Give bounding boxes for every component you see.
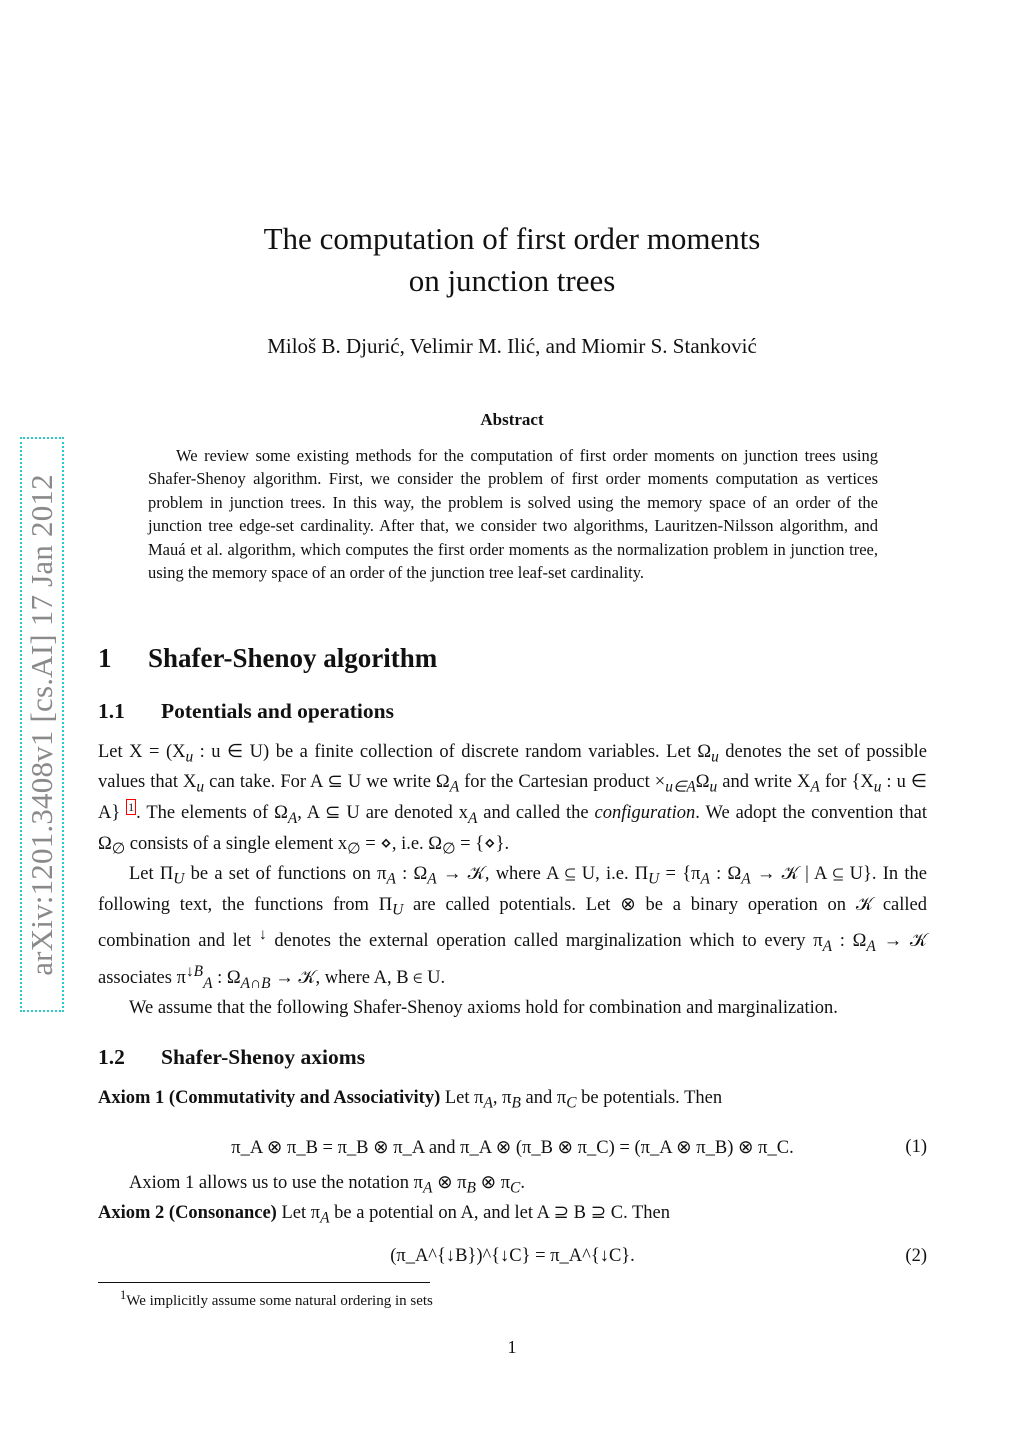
footnote-link[interactable]: 1 — [128, 799, 135, 814]
section-title: Shafer-Shenoy algorithm — [148, 643, 438, 673]
authors: Miloš B. Djurić, Velimir M. Ilić, and Miomir S. Stanković — [267, 334, 757, 358]
arxiv-stamp-text: arXiv:1201.3408v1 [cs.AI] 17 Jan 2012 — [24, 473, 59, 976]
equation-1-number: (1) — [905, 1137, 927, 1157]
page-number: 1 — [507, 1337, 517, 1357]
paragraph: We assume that the following Shafer-Shenoy axioms hold for combination and marginalization. — [129, 998, 838, 1019]
footnote-rule — [98, 1282, 430, 1283]
footnote-mark: 1 — [120, 1288, 127, 1302]
equation-2-number: (2) — [905, 1246, 927, 1266]
paper-title — [0, 218, 1024, 302]
axiom-heading: Axiom 2 (Consonance) — [98, 1203, 277, 1224]
axiom-1: Axiom 1 (Commutativity and Associativity) Let $\pi_A$, $\pi_B$ and $\pi_C$ be potentials. Then — [98, 1088, 723, 1112]
paragraph: Let $\Pi_U$ be a set of functions on $\pi_A$ : $\Omega_A$ → 𝒦, where A ⊆ U, i.e. $\Pi_U = \{\pi_A$ : $\Omega_A$ → 𝒦 | A ⊆ U}. In the following text, the functions from $\Pi_U$ are called potentials. Let ⊗ be a binary operation on 𝒦 called combination and let ↓ denotes the external operation called marginalization which to every $\pi_A$ : $\Omega_A$ → 𝒦 associates $\pi^{↓B}_A$ : $\Omega_{A\cap B}$ → 𝒦, where A, B ∈ U. — [98, 864, 928, 992]
subsection-number: 1.2 — [98, 1045, 125, 1069]
equation-1-content: π_A ⊗ π_B = π_B ⊗ π_A and π_A ⊗ (π_B ⊗ π_C) = (π_A ⊗ π_B) ⊗ π_C. — [231, 1138, 794, 1158]
equation-1 — [98, 1137, 927, 1159]
section-number: 1 — [98, 643, 112, 673]
arxiv-stamp — [20, 437, 64, 1012]
subsection-heading — [98, 1045, 365, 1070]
equation-2 — [98, 1246, 927, 1267]
subsection-title: Potentials and operations — [161, 699, 394, 723]
section-heading — [98, 643, 437, 674]
axiom-heading: Axiom 1 (Commutativity and Associativity) — [98, 1088, 441, 1108]
subsection-number: 1.1 — [98, 699, 125, 723]
title-line-1: The computation of first order moments — [263, 221, 761, 256]
title-line-2: on junction trees — [408, 263, 616, 298]
abstract-body — [148, 444, 878, 584]
footnote — [120, 1288, 433, 1310]
equation-2-content: (π_A^{↓B})^{↓C} = π_A^{↓C}. — [390, 1246, 635, 1266]
abstract-text: We review some existing methods for the computation of first order moments on junction trees using Shafer-Shenoy algorithm. First, we consider the problem of first order moments computation as vertices problem in junction trees. In this way, the problem is solved using the memory space of an order of the junction tree edge-set cardinality. After that, we consider two algorithms, Lauritzen-Nilsson algorithm, and Mauá et al. algorithm, which computes the first order moments as the normalization problem in junction tree, using the memory space of an order of the junction tree leaf-set cardinality. — [148, 446, 878, 583]
axiom-2-block: Axiom 1 allows us to use the notation $\pi_A$ ⊗ $\pi_B$ ⊗ $\pi_C$. Axiom 2 (Consonance) Let $\pi_A$ be a potential on A, and let A ⊇ B ⊇ C. Then — [98, 1173, 671, 1228]
footnote-text: We implicitly assume some natural ordering in sets — [126, 1293, 433, 1309]
paragraph: Let $X = (X_u$ : u ∈ U) be a finite collection of discrete random variables. Let $\Omega_u$ denotes the set of possible values that $X_u$ can take. For A ⊆ U we write $\Omega_A$ for the Cartesian product $\times_{u\in A}\Omega_u$ and write $X_A$ for {$X_u$ : u ∈ A} $^1$ . The elements of $\Omega_A$, A ⊆ U are denoted $x_A$ and called the configuration. We adopt the convention that $\Omega_\emptyset$ consists of a single element $x_\emptyset$ = ⋄, i.e. $\Omega_\emptyset$ = {⋄}. — [98, 742, 928, 858]
subsection-heading — [98, 699, 394, 724]
section-1-1-body — [98, 740, 927, 1021]
subsection-title: Shafer-Shenoy axioms — [161, 1045, 366, 1069]
abstract-heading: Abstract — [480, 410, 544, 429]
